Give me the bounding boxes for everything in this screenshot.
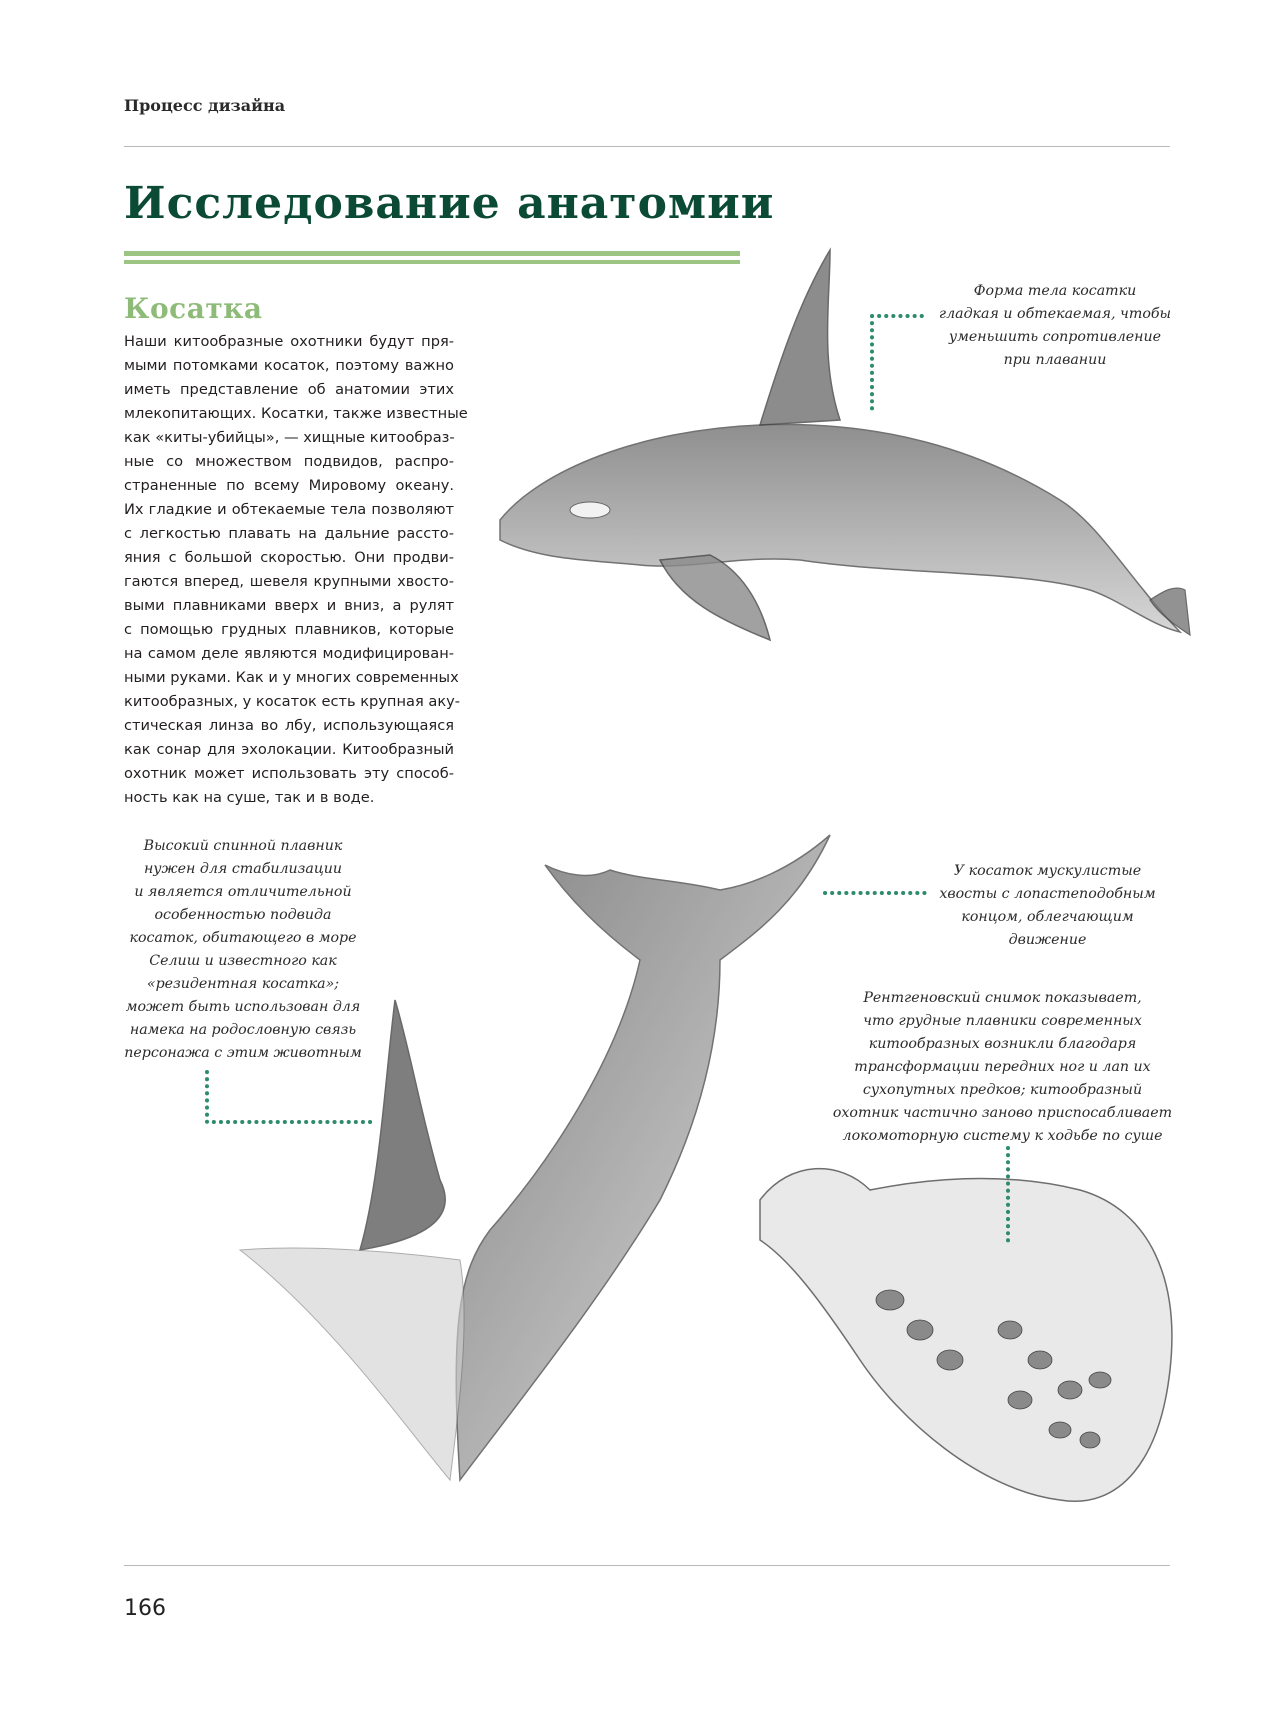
note-line: Рентгеновский снимок показывает, (863, 990, 1142, 1006)
note-line: уменьшить сопротивление (948, 329, 1162, 345)
body-line: с легкостью плавать на дальние рассто- (124, 525, 454, 542)
note-line: трансформации передних ног и лап их (854, 1059, 1151, 1075)
note-line: китообразных возникли благодаря (868, 1036, 1137, 1052)
note-line: Селиш и известного как (149, 953, 337, 969)
body-line: Их гладкие и обтекаемые тела позволяют (124, 501, 454, 518)
note-body-shape (930, 280, 1180, 372)
body-line: стическая линза во лбу, использующаяся (124, 717, 454, 734)
body-line: на самом деле являются модифицирован- (124, 645, 454, 662)
note-line: гладкая и обтекаемая, чтобы (938, 306, 1172, 322)
note-line: концом, облегчающим (961, 909, 1134, 925)
section-label: Процесс дизайна (124, 96, 286, 115)
body-line: с помощью грудных плавников, которые (124, 621, 454, 638)
note-line: локомоторную систему к ходьбе по суше (842, 1128, 1163, 1144)
body-line: ные со множеством подвидов, распро- (124, 453, 454, 470)
note-line: может быть использован для (125, 999, 361, 1015)
note-line: «резидентная косатка»; (146, 976, 340, 992)
body-line: выми плавниками вверх и вниз, а рулят (124, 597, 454, 614)
note-line: косаток, обитающего в море (129, 930, 357, 946)
body-line: Наши китообразные охотники будут пря- (124, 333, 454, 350)
note-dorsal-fin (118, 835, 368, 1065)
note-line: и является отличительной (134, 884, 352, 900)
body-line: яния с большой скоростью. Они продви- (124, 549, 454, 566)
body-line: как «киты-убийцы», — хищные китообраз- (124, 429, 455, 446)
note-line: что грудные плавники современных (863, 1013, 1142, 1029)
note-line: движение (1008, 932, 1087, 948)
body-shape-leader (872, 316, 922, 410)
note-tail (930, 860, 1165, 952)
body-line: мыми потомками косаток, поэтому важно (124, 357, 454, 374)
note-line: хвосты с лопастеподобным (939, 886, 1156, 902)
note-xray (820, 987, 1185, 1148)
body-line: гаются вперед, шевеля крупными хвосто- (124, 573, 454, 590)
body-line: охотник может использовать эту способ- (124, 765, 454, 782)
note-line: У косаток мускулистые (953, 863, 1142, 879)
note-line: особенностью подвида (154, 907, 332, 923)
body-line: млекопитающих. Косатки, также известные (124, 405, 468, 422)
body-line: как сонар для эхолокации. Китообразный (124, 741, 454, 758)
note-line: Форма тела косатки (973, 283, 1137, 299)
body-line: китообразных, у косаток есть крупная аку- (124, 693, 461, 710)
note-line: при плавании (1003, 352, 1107, 368)
dorsal-fin-leader (207, 1072, 372, 1122)
body-line: ность как на суше, так и в воде. (124, 789, 375, 806)
body-line: иметь представление об анатомии этих (124, 381, 454, 398)
note-line: сухопутных предков; китообразный (862, 1082, 1143, 1098)
body-line: страненные по всему Мировому океану. (124, 477, 454, 494)
footer-divider (124, 1565, 1170, 1566)
note-line: Высокий спинной плавник (143, 838, 343, 854)
note-line: намека на родословную связь (129, 1022, 357, 1038)
page-number: 166 (124, 1596, 166, 1621)
note-line: охотник частично заново приспосабливает (832, 1105, 1173, 1121)
body-line: ными руками. Как и у многих современных (124, 669, 459, 686)
note-line: нужен для стабилизации (143, 861, 343, 877)
page-title: Исследование анатомии (124, 178, 775, 229)
note-line: персонажа с этим животным (124, 1045, 362, 1061)
section-subtitle: Косатка (124, 292, 263, 325)
